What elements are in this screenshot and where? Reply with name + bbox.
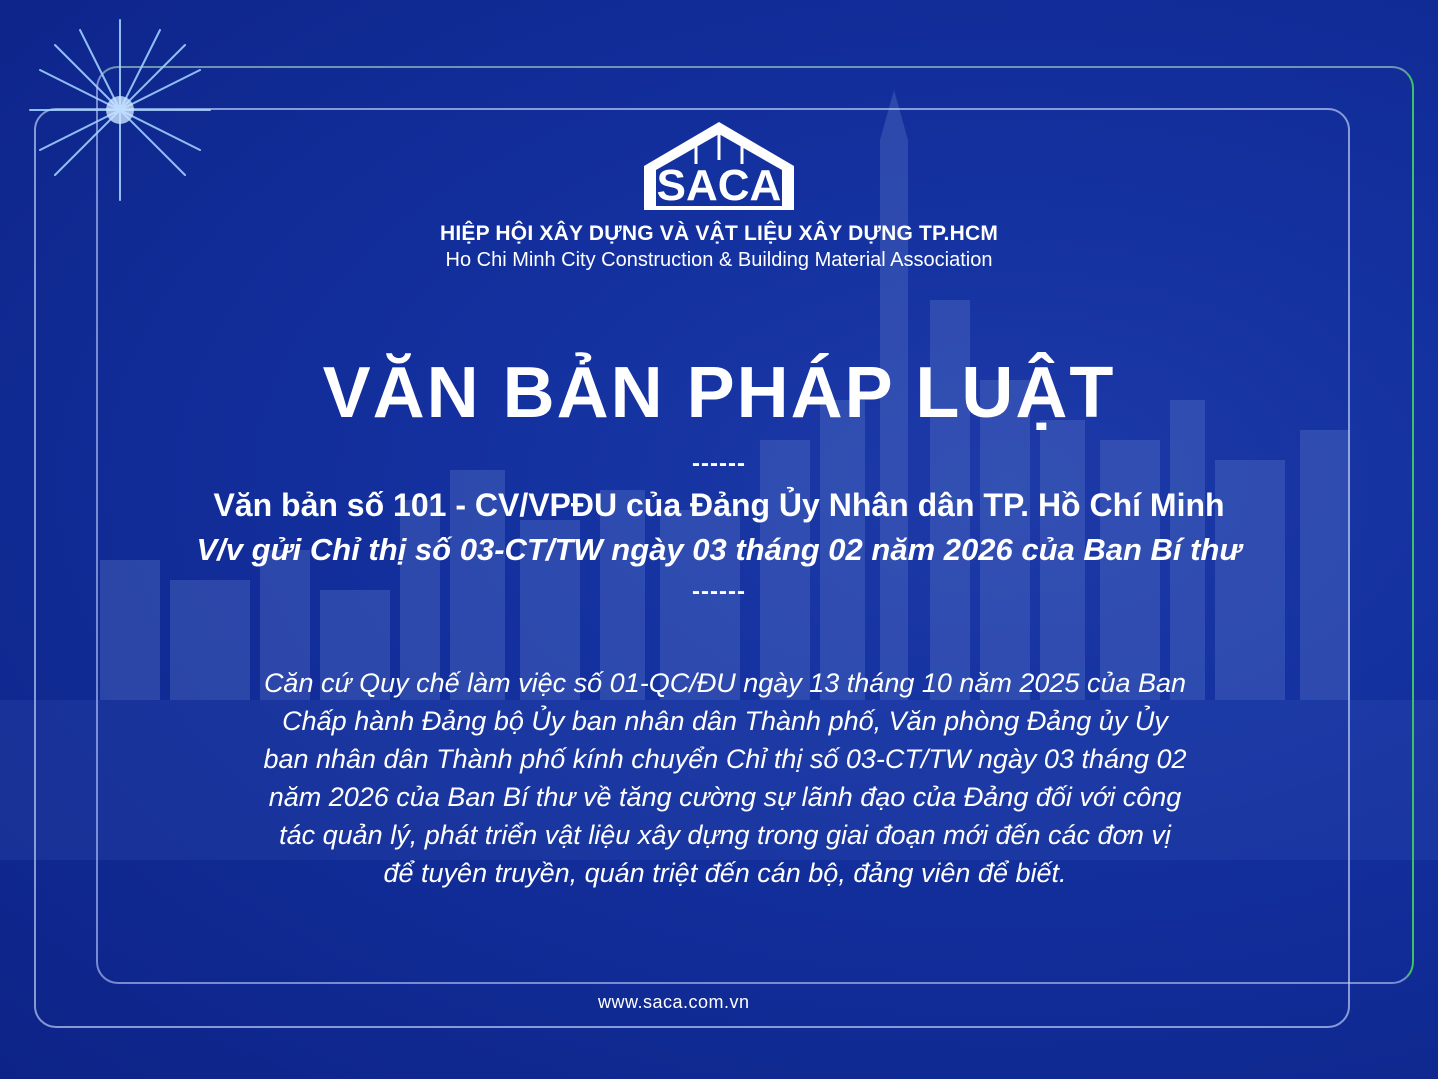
- separator-bottom: ------: [692, 578, 746, 605]
- organization-name-vn: HIỆP HỘI XÂY DỰNG VÀ VẬT LIỆU XÂY DỰNG TP.HCM: [439, 222, 999, 245]
- document-subject: V/v gửi Chỉ thị số 03-CT/TW ngày 03 tháng 02 năm 2026 của Ban Bí thư: [196, 532, 1242, 567]
- page-title: VĂN BẢN PHÁP LUẬT: [322, 353, 1116, 433]
- body-line: năm 2026 của Ban Bí thư về tăng cường sự lãnh đạo của Đảng đối với công: [268, 782, 1182, 812]
- website-link[interactable]: www.saca.com.vn: [598, 992, 750, 1012]
- body-line: tác quản lý, phát triển vật liệu xây dựng trong giai đoạn mới đến các đơn vị: [279, 820, 1171, 850]
- organization-name-en: Ho Chi Minh City Construction & Building Material Association: [445, 249, 993, 271]
- body-line: Căn cứ Quy chế làm việc số 01-QC/ĐU ngày 13 tháng 10 năm 2025 của Ban: [263, 668, 1187, 698]
- body-line: để tuyên truyền, quán triệt đến cán bộ, đảng viên để biết.: [383, 858, 1067, 888]
- body-line: ban nhân dân Thành phố kính chuyển Chỉ thị số 03-CT/TW ngày 03 tháng 02: [263, 744, 1187, 774]
- body-paragraph: [170, 664, 1280, 892]
- body-line: Chấp hành Đảng bộ Ủy ban nhân dân Thành phố, Văn phòng Đảng ủy Ủy: [282, 706, 1168, 736]
- separator-top: ------: [692, 450, 746, 477]
- firework-icon: [20, 10, 220, 210]
- logo-text: SACA: [656, 161, 782, 210]
- saca-house-logo-icon: [636, 120, 802, 212]
- document-reference: Văn bản số 101 - CV/VPĐU của Đảng Ủy Nhân dân TP. Hồ Chí Minh: [213, 487, 1225, 523]
